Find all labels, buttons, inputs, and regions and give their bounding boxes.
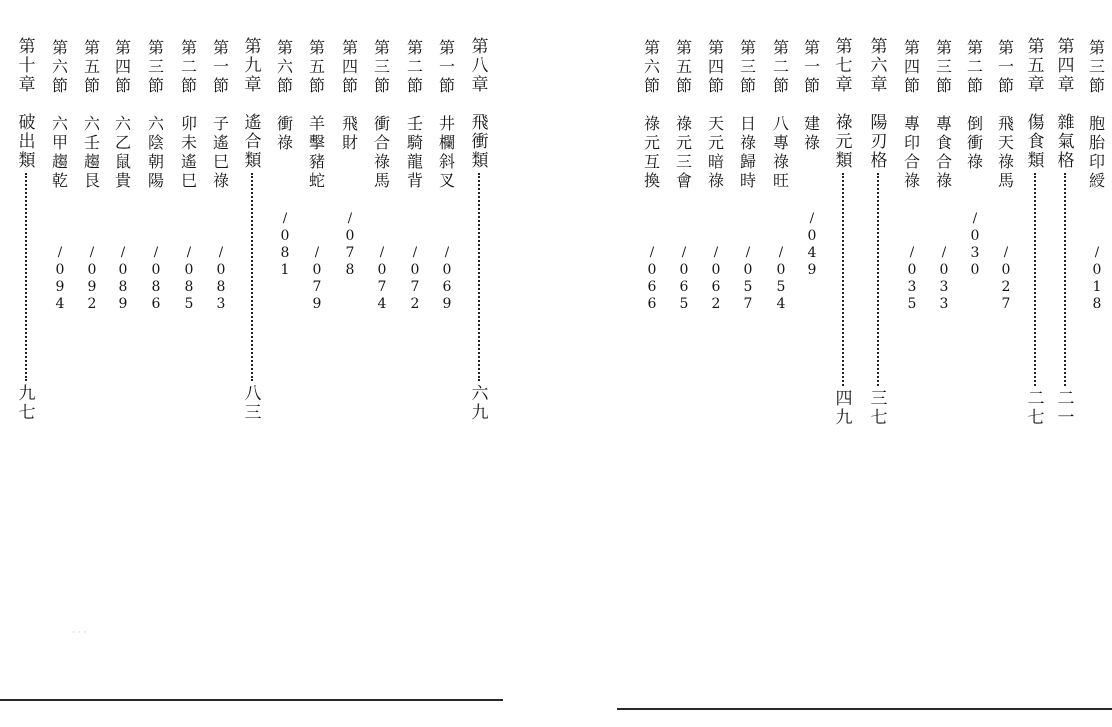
section-page-ref: / 0 5 4 bbox=[776, 245, 786, 312]
section-number: 第 五 節 bbox=[83, 38, 100, 95]
section-number: 第 五 節 bbox=[308, 38, 325, 95]
section-page-ref: / 0 7 9 bbox=[312, 245, 322, 312]
section-page-ref: / 0 6 6 bbox=[647, 245, 657, 312]
section-number: 第 四 節 bbox=[903, 38, 920, 95]
chapter-number: 第 六 章 bbox=[870, 37, 888, 95]
dotted-leader bbox=[25, 173, 29, 381]
section-number: 第 二 節 bbox=[180, 38, 197, 95]
section-page-ref: / 0 7 4 bbox=[377, 245, 387, 312]
section-title: 六 壬 趨 艮 bbox=[83, 114, 100, 190]
section-page-ref: / 0 7 8 bbox=[345, 211, 355, 278]
section-number: 第 六 節 bbox=[51, 38, 68, 95]
section-title: 羊 擊 豬 蛇 bbox=[308, 114, 325, 190]
section-page-ref: / 0 6 9 bbox=[442, 245, 452, 312]
section-title: 六 陰 朝 陽 bbox=[147, 114, 164, 190]
chapter-title: 傷 食 類 bbox=[1027, 113, 1045, 171]
chapter-title: 遙 合 類 bbox=[244, 113, 262, 171]
toc-section-column bbox=[108, 38, 138, 313]
chapter-number: 第 七 章 bbox=[835, 37, 853, 95]
toc-section-column bbox=[960, 38, 990, 279]
section-number: 第 三 節 bbox=[739, 38, 756, 95]
section-title: 子 遙 巳 祿 bbox=[212, 114, 229, 190]
section-number: 第 五 節 bbox=[675, 38, 692, 95]
section-page-ref: / 0 1 8 bbox=[1092, 245, 1102, 312]
toc-section-column bbox=[1082, 38, 1112, 313]
chapter-title: 陽 刃 格 bbox=[870, 113, 888, 171]
chapter-title: 雜 氣 格 bbox=[1057, 113, 1075, 171]
section-page-ref: / 0 8 9 bbox=[118, 245, 128, 312]
section-page-ref: / 0 3 5 bbox=[907, 245, 917, 312]
section-number: 第 一 節 bbox=[803, 38, 820, 95]
section-page-ref: / 0 8 3 bbox=[216, 245, 226, 312]
toc-section-column bbox=[432, 38, 462, 313]
toc-section-column bbox=[141, 38, 171, 313]
chapter-page-number: 六 九 bbox=[471, 384, 489, 423]
toc-section-column bbox=[77, 38, 107, 313]
chapter-page-number: 三 七 bbox=[870, 389, 888, 428]
chapter-title: 祿 元 類 bbox=[835, 113, 853, 171]
section-number: 第 三 節 bbox=[373, 38, 390, 95]
section-page-ref: / 0 6 2 bbox=[711, 245, 721, 312]
section-title: 八 專 祿 旺 bbox=[772, 114, 789, 190]
chapter-page-number: 二 七 bbox=[1027, 389, 1045, 428]
section-page-ref: / 0 8 1 bbox=[280, 211, 290, 278]
section-number: 第 六 節 bbox=[643, 38, 660, 95]
left-page-bottom-rule bbox=[0, 699, 503, 701]
section-title: 日 祿 歸 時 bbox=[739, 114, 756, 190]
toc-section-column bbox=[929, 38, 959, 313]
section-title: 六 甲 趨 乾 bbox=[51, 114, 68, 190]
section-title: 井 欄 斜 叉 bbox=[438, 114, 455, 190]
section-title: 六 乙 鼠 貴 bbox=[114, 114, 131, 190]
section-page-ref: / 0 4 9 bbox=[807, 211, 817, 278]
toc-chapter-column bbox=[1051, 38, 1081, 428]
section-page-ref: / 0 3 3 bbox=[939, 245, 949, 312]
chapter-page-number: 八 三 bbox=[244, 384, 262, 423]
chapter-title: 飛 衝 類 bbox=[471, 113, 489, 171]
section-title: 壬 騎 龍 背 bbox=[406, 114, 423, 190]
section-page-ref: / 0 2 7 bbox=[1001, 245, 1011, 312]
section-number: 第 四 節 bbox=[341, 38, 358, 95]
dotted-leader bbox=[842, 173, 846, 386]
toc-section-column bbox=[45, 38, 75, 313]
toc-section-column bbox=[766, 38, 796, 313]
toc-chapter-column bbox=[12, 38, 42, 423]
section-page-ref: / 0 3 0 bbox=[970, 211, 980, 278]
section-title: 祿 元 三 會 bbox=[675, 114, 692, 190]
toc-section-column bbox=[367, 38, 397, 313]
toc-section-column bbox=[637, 38, 667, 313]
toc-chapter-column bbox=[864, 38, 894, 428]
chapter-title: 破 出 類 bbox=[18, 113, 36, 171]
section-title: 飛 天 祿 馬 bbox=[997, 114, 1014, 190]
section-page-ref: / 0 9 4 bbox=[55, 245, 65, 312]
dotted-leader bbox=[251, 173, 255, 381]
section-title: 建 祿 bbox=[803, 114, 820, 152]
toc-chapter-column bbox=[238, 38, 268, 423]
section-title: 倒 衝 祿 bbox=[966, 114, 983, 171]
chapter-number: 第 四 章 bbox=[1057, 37, 1075, 95]
toc-chapter-column bbox=[1021, 38, 1051, 428]
section-number: 第 六 節 bbox=[276, 38, 293, 95]
section-page-ref: / 0 8 5 bbox=[184, 245, 194, 312]
section-number: 第 一 節 bbox=[997, 38, 1014, 95]
section-number: 第 三 節 bbox=[147, 38, 164, 95]
right-page-bottom-rule bbox=[617, 708, 1112, 710]
toc-section-column bbox=[206, 38, 236, 313]
dotted-leader bbox=[478, 173, 482, 381]
toc-chapter-column bbox=[465, 38, 495, 423]
section-number: 第 三 節 bbox=[935, 38, 952, 95]
section-title: 衝 合 祿 馬 bbox=[373, 114, 390, 190]
toc-chapter-column bbox=[829, 38, 859, 428]
chapter-number: 第 九 章 bbox=[244, 37, 262, 95]
toc-section-column bbox=[174, 38, 204, 313]
section-number: 第 二 節 bbox=[772, 38, 789, 95]
chapter-number: 第 十 章 bbox=[18, 37, 36, 95]
toc-section-column bbox=[991, 38, 1021, 313]
toc-section-column bbox=[733, 38, 763, 313]
section-title: 衝 祿 bbox=[276, 114, 293, 152]
toc-section-column bbox=[335, 38, 365, 279]
toc-section-column bbox=[400, 38, 430, 313]
toc-section-column bbox=[669, 38, 699, 313]
section-title: 專 食 合 祿 bbox=[935, 114, 952, 190]
dotted-leader bbox=[1034, 173, 1038, 386]
section-page-ref: / 0 8 6 bbox=[151, 245, 161, 312]
section-page-ref: / 0 6 5 bbox=[679, 245, 689, 312]
section-title: 卯 未 遙 巳 bbox=[180, 114, 197, 190]
section-title: 飛 財 bbox=[341, 114, 358, 152]
section-title: 祿 元 互 換 bbox=[643, 114, 660, 190]
section-number: 第 四 節 bbox=[707, 38, 724, 95]
section-number: 第 三 節 bbox=[1088, 38, 1105, 95]
dotted-leader bbox=[877, 173, 881, 386]
section-title: 專 印 合 祿 bbox=[903, 114, 920, 190]
chapter-number: 第 八 章 bbox=[471, 37, 489, 95]
chapter-page-number: 四 九 bbox=[835, 389, 853, 428]
section-number: 第 二 節 bbox=[966, 38, 983, 95]
toc-section-column bbox=[270, 38, 300, 279]
toc-section-column bbox=[897, 38, 927, 313]
section-page-ref: / 0 7 2 bbox=[410, 245, 420, 312]
section-page-ref: / 0 9 2 bbox=[87, 245, 97, 312]
section-number: 第 一 節 bbox=[212, 38, 229, 95]
section-page-ref: / 0 5 7 bbox=[743, 245, 753, 312]
chapter-page-number: 九 七 bbox=[18, 384, 36, 423]
section-number: 第 四 節 bbox=[114, 38, 131, 95]
toc-section-column bbox=[797, 38, 827, 279]
section-title: 天 元 暗 祿 bbox=[707, 114, 724, 190]
toc-section-column bbox=[701, 38, 731, 313]
chapter-number: 第 五 章 bbox=[1027, 37, 1045, 95]
scan-speckle: · · · bbox=[72, 628, 87, 638]
dotted-leader bbox=[1064, 173, 1068, 386]
section-title: 胞 胎 印 綬 bbox=[1088, 114, 1105, 190]
toc-section-column bbox=[302, 38, 332, 313]
section-number: 第 二 節 bbox=[406, 38, 423, 95]
chapter-page-number: 二 一 bbox=[1057, 389, 1075, 428]
section-number: 第 一 節 bbox=[438, 38, 455, 95]
